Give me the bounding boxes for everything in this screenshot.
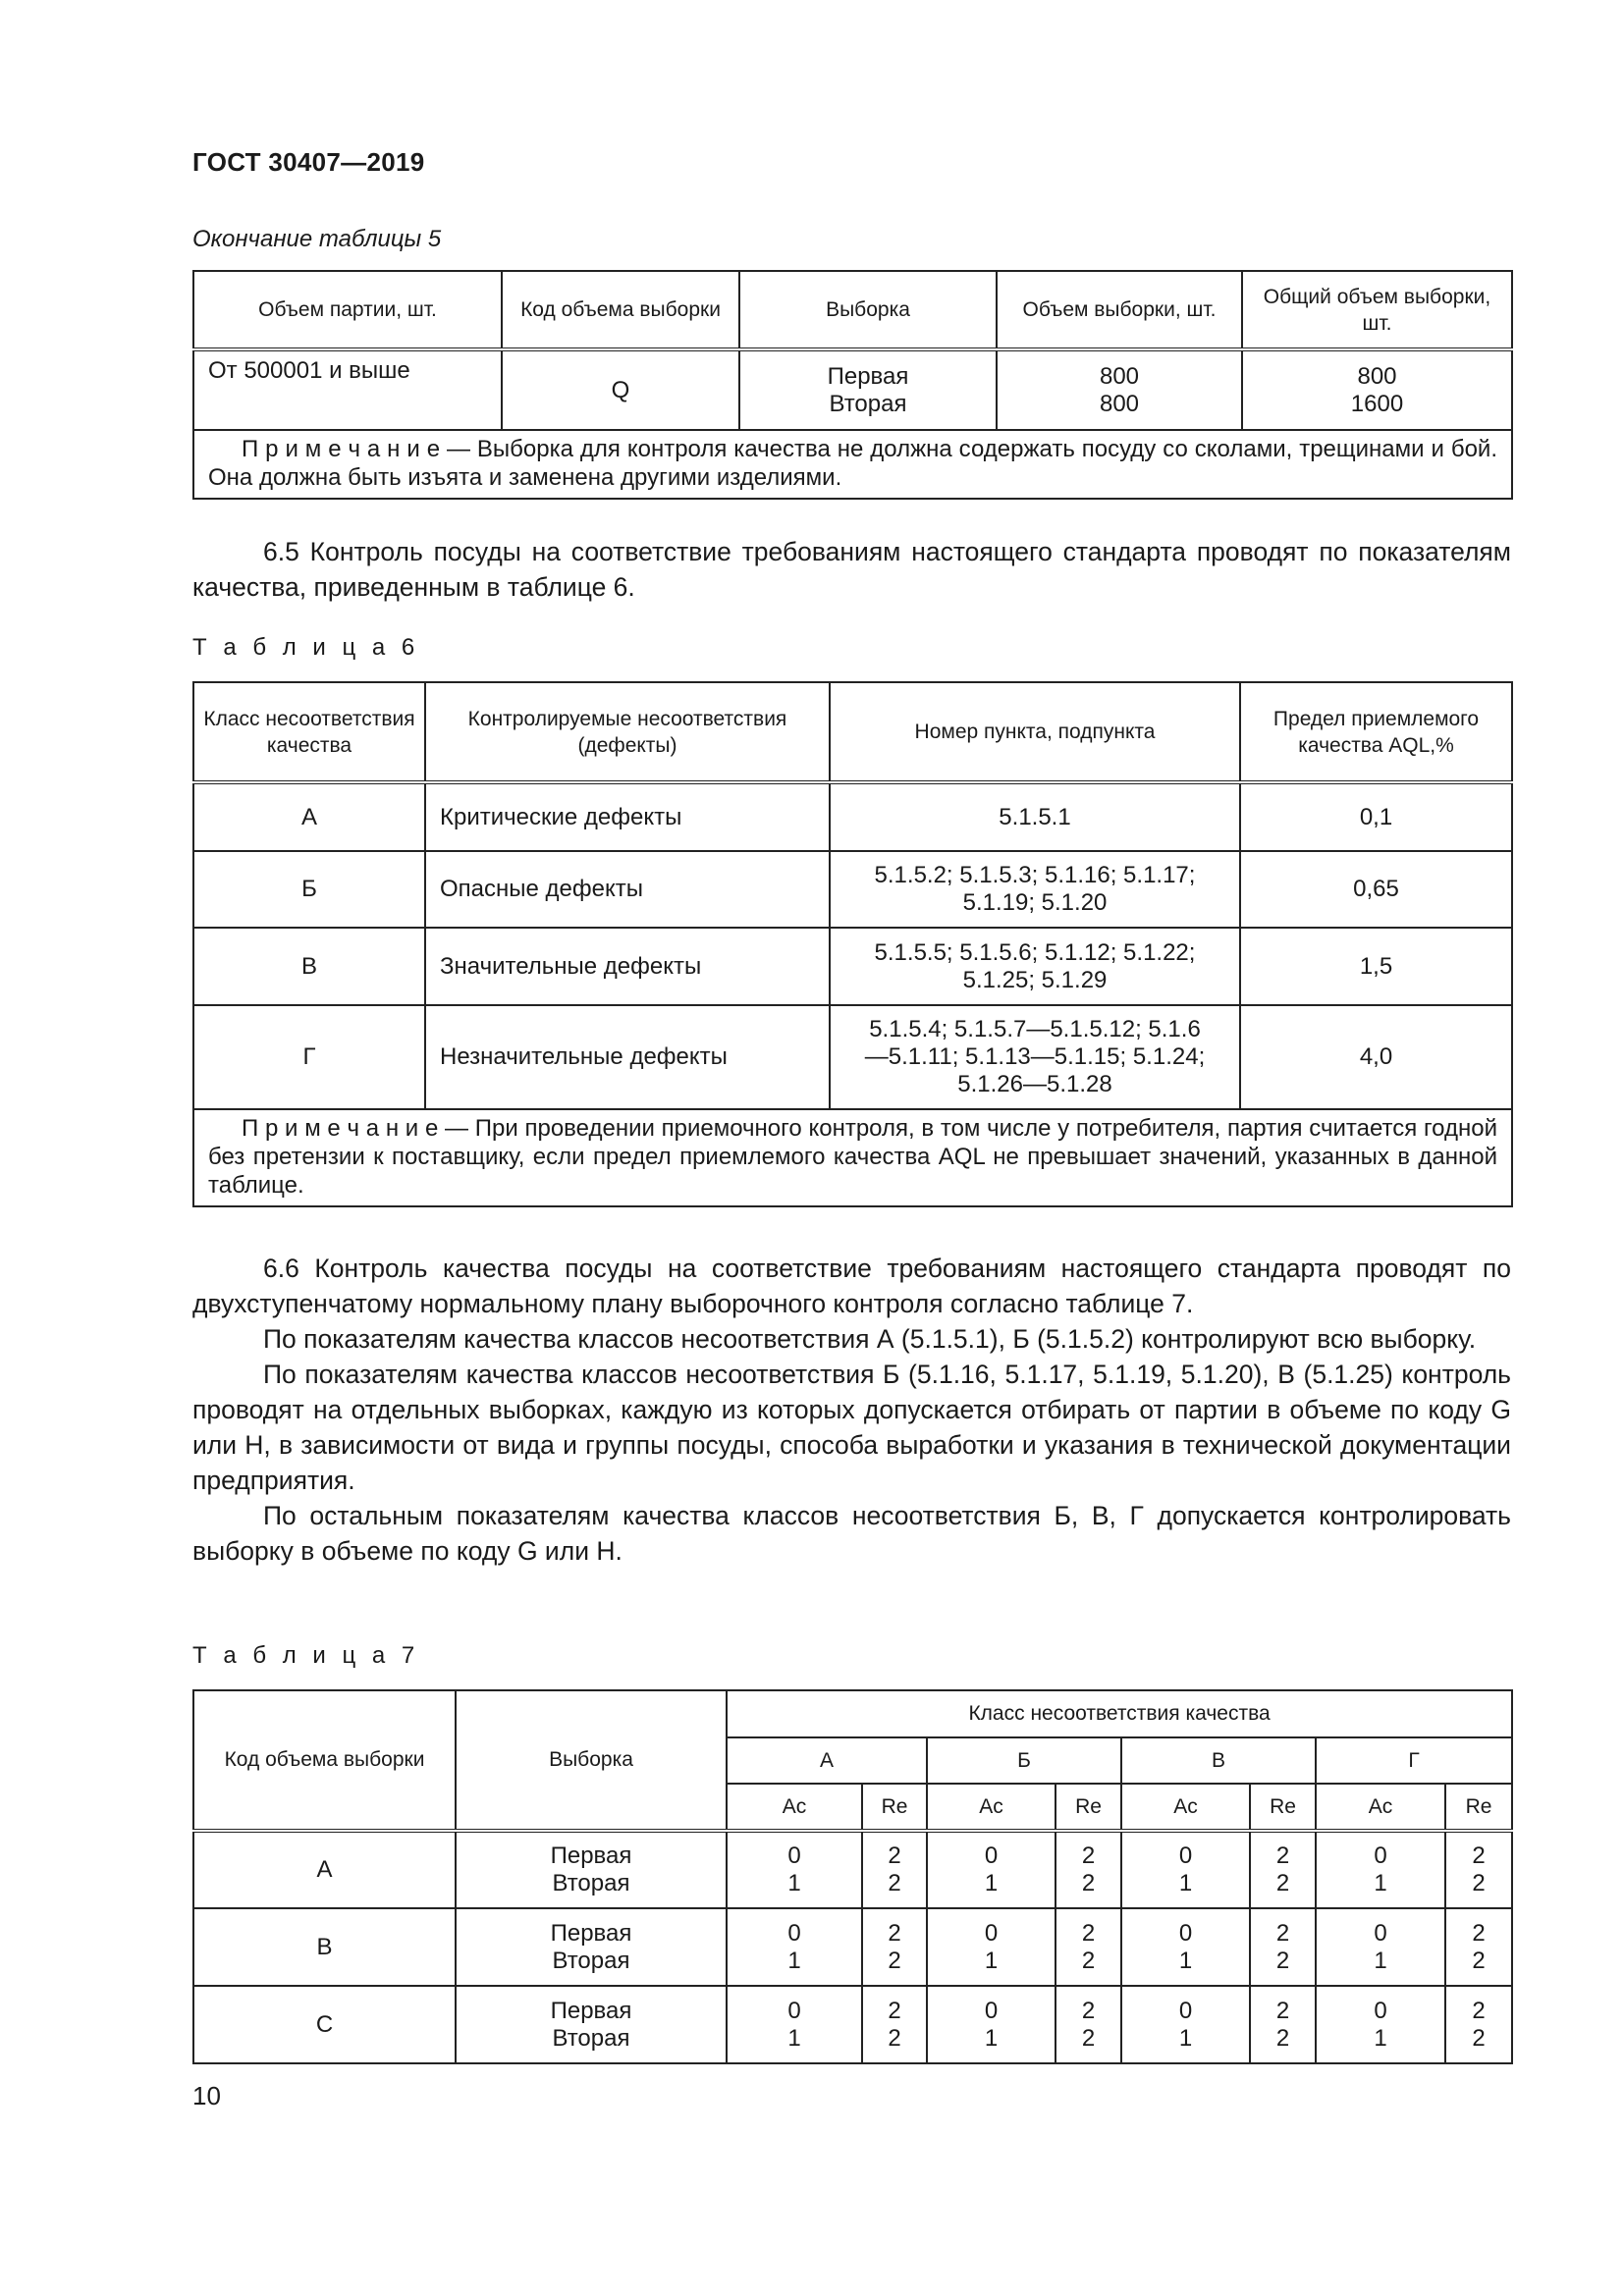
table7-cell-sample-value: Вторая <box>552 1947 630 1974</box>
table5-caption: Окончание таблицы 5 <box>192 226 442 252</box>
table6-row <box>193 851 1512 928</box>
table5-cell-sample <box>739 349 997 430</box>
table7-cell-ac-value: 1 <box>1178 1947 1193 1974</box>
table7-row <box>193 1986 1512 2063</box>
table6-cell-class: А <box>193 782 425 851</box>
table7-cell-ac-value: 1 <box>1374 2024 1387 2052</box>
table6-cell-defect: Значительные дефекты <box>425 928 830 1005</box>
table7-cell-ac <box>1121 1831 1250 1908</box>
table5-note: П р и м е ч а н и е — Выборка для контроля качества не должна содержать посуду со сколами, трещинами и бой. Она должна быть изъята и заменена другими изделиями. <box>193 430 1512 499</box>
table5-col-total: Общий объем выборки, шт. <box>1242 271 1512 349</box>
table7-cell-ac <box>1316 1908 1445 1986</box>
table7-class-a: А <box>727 1737 927 1784</box>
table5-col-lot: Объем партии, шт. <box>193 271 502 349</box>
table7-cell-ac <box>727 1986 862 2063</box>
paragraph-6-5: 6.5 Контроль посуды на соответствие требованиям настоящего стандарта проводят по показателям качества, приведенным в таблице 6. <box>192 537 1511 602</box>
document-header: ГОСТ 30407—2019 <box>192 147 425 177</box>
paragraph-classes-a-b: По показателям качества классов несоответствия А (5.1.5.1), Б (5.1.5.2) контролируют всю выборку. <box>263 1324 1477 1354</box>
table6-cell-class: Б <box>193 851 425 928</box>
table7-cell-ac-value: 0 <box>787 1997 801 2024</box>
table7-cell-re <box>862 1986 927 2063</box>
table5-col-sample: Выборка <box>739 271 997 349</box>
paragraphs-6-6 <box>192 1251 1511 1569</box>
table7-cell-ac <box>1316 1986 1445 2063</box>
table7-cell-re <box>862 1908 927 1986</box>
table7-caption: Т а б л и ц а 7 <box>192 1642 420 1669</box>
table6-col-aql: Предел приемлемого качества AQL,% <box>1240 682 1512 782</box>
table7-ac: Ac <box>1316 1784 1445 1831</box>
table7-cell-re-value: 2 <box>1081 1842 1096 1869</box>
table7-cell-re-value: 2 <box>1472 1870 1486 1896</box>
table7-cell-re-value: 2 <box>1472 1919 1486 1947</box>
table7-cell-re <box>1056 1986 1121 2063</box>
table7-cell-sample-value: Первая <box>550 1997 632 2024</box>
table7-re: Re <box>1250 1784 1316 1831</box>
table7-cell-ac-value: 1 <box>787 1870 801 1896</box>
page-number: 10 <box>192 2081 221 2110</box>
table6-cell-class: Г <box>193 1005 425 1109</box>
table7-cell-re-value: 2 <box>1275 1947 1290 1974</box>
table6-col-clauses: Номер пункта, подпункта <box>830 682 1240 782</box>
table6-cell-aql: 0,1 <box>1240 782 1512 851</box>
table5-total-second: 1600 <box>1350 390 1404 417</box>
paragraph-separate-samples: По показателям качества классов несоответствия Б (5.1.16, 5.1.17, 5.1.19, 5.1.20), В (5.1.25) контроль проводят на отдельных выборках, каждую из которых допускается отбирать от партии в объеме по коду G или H, в зависимости от вида и группы посуды, способа выработки и указания в технической документации предприятия. <box>192 1360 1511 1495</box>
table7-cell-sample <box>456 1908 727 1986</box>
table7-cell-re-value: 2 <box>1472 1842 1486 1869</box>
table7-ac: Ac <box>927 1784 1056 1831</box>
table7-cell-sample-value: Первая <box>550 1842 632 1869</box>
table7-cell-re-value: 2 <box>1472 2024 1486 2052</box>
table6-cell-class: В <box>193 928 425 1005</box>
table7-cell-ac <box>727 1831 862 1908</box>
table7-cell-re-value: 2 <box>888 1947 901 1974</box>
table7-cell-re <box>1056 1908 1121 1986</box>
table6-cell-clauses: 5.1.5.1 <box>830 782 1240 851</box>
table5-size-second: 800 <box>1099 390 1140 417</box>
table7-cell-ac-value: 0 <box>984 1919 999 1947</box>
table7-cell-ac-value: 0 <box>1178 1842 1193 1869</box>
table6-cell-aql: 0,65 <box>1240 851 1512 928</box>
table7-cell-ac-value: 1 <box>1374 1947 1387 1974</box>
table7-cell-sample-value: Первая <box>550 1919 632 1947</box>
table6-cell-defect: Опасные дефекты <box>425 851 830 928</box>
table7-cell-sample <box>456 1986 727 2063</box>
table7-cell-ac-value: 1 <box>787 1947 801 1974</box>
table7-cell-ac-value: 1 <box>1178 2024 1193 2052</box>
paragraph-6-6: 6.6 Контроль качества посуды на соответствие требованиям настоящего стандарта проводят по двухступенчатому нормальному плану выборочного контроля согласно таблице 7. <box>192 1254 1511 1318</box>
table6-col-defects: Контролируемые несоответствия (дефекты) <box>425 682 830 782</box>
table7-cell-code-value: A <box>316 1856 333 1883</box>
table7-cell-re-value: 2 <box>888 1842 901 1869</box>
table7-cell-re <box>1445 1908 1512 1986</box>
table7-cell-re-value: 2 <box>1081 2024 1096 2052</box>
table6-row <box>193 782 1512 851</box>
table7-cell-ac-value: 0 <box>1178 1997 1193 2024</box>
table7-cell-ac <box>927 1986 1056 2063</box>
table7-cell-re-value: 2 <box>1081 1997 1096 2024</box>
table7-cell-re-value: 2 <box>888 1919 901 1947</box>
table7-cell-ac <box>1121 1986 1250 2063</box>
table6 <box>192 681 1513 1207</box>
table6-caption: Т а б л и ц а 6 <box>192 634 420 661</box>
table6-cell-defect: Критические дефекты <box>425 782 830 851</box>
table5-total-first: 800 <box>1357 362 1397 390</box>
table5-cell-total <box>1242 349 1512 430</box>
table7-cell-re-value: 2 <box>888 1870 901 1896</box>
table7-cell-ac-value: 0 <box>1374 1842 1387 1869</box>
table7-cell-ac <box>1121 1908 1250 1986</box>
table7-cell-code-value: B <box>316 1933 333 1960</box>
table7-group-header: Класс несоответствия качества <box>727 1690 1512 1737</box>
table7-ac: Ac <box>727 1784 862 1831</box>
table6-note: П р и м е ч а н и е — При проведении приемочного контроля, в том числе у потребителя, партия считается годной без претензии к поставщику, если предел приемлемого качества AQL не превышает значений, указанных в данной таблице. <box>193 1109 1512 1206</box>
table7-cell-re-value: 2 <box>1081 1947 1096 1974</box>
table7-cell-re-value: 2 <box>888 2024 901 2052</box>
table7-cell-re-value: 2 <box>1275 1997 1290 2024</box>
table7-cell-re-value: 2 <box>1472 1997 1486 2024</box>
table7-col-sample: Выборка <box>456 1690 727 1831</box>
table6-cell-defect: Незначительные дефекты <box>425 1005 830 1109</box>
table7-cell-ac-value: 0 <box>1374 1997 1387 2024</box>
table7-cell-re-value: 2 <box>1472 1947 1486 1974</box>
table5-cell-size <box>997 349 1242 430</box>
table6-row <box>193 1005 1512 1109</box>
table7-cell-re <box>1445 1986 1512 2063</box>
table7-class-b: Б <box>927 1737 1121 1784</box>
table7-cell-ac-value: 0 <box>984 1997 999 2024</box>
table7-cell-re-value: 2 <box>1081 1870 1096 1896</box>
table6-cell-aql: 4,0 <box>1240 1005 1512 1109</box>
table6-cell-clauses: 5.1.5.2; 5.1.5.3; 5.1.16; 5.1.17; 5.1.19; 5.1.20 <box>830 851 1240 928</box>
table5-sample-second: Вторая <box>829 390 907 417</box>
table7-cell-re <box>1445 1831 1512 1908</box>
table7-row <box>193 1831 1512 1908</box>
table5-cell-lot: От 500001 и выше <box>193 349 502 430</box>
table7-cell-ac <box>1316 1831 1445 1908</box>
table5-col-code: Код объема выборки <box>502 271 739 349</box>
table6-cell-aql: 1,5 <box>1240 928 1512 1005</box>
table7-cell-sample <box>456 1831 727 1908</box>
table7-cell-re-value: 2 <box>1081 1919 1096 1947</box>
table7-col-code: Код объема выборки <box>193 1690 456 1831</box>
table5-col-size: Объем выборки, шт. <box>997 271 1242 349</box>
table7-cell-re <box>1250 1986 1316 2063</box>
table5-size-first: 800 <box>1099 362 1140 390</box>
table7-cell-sample-value: Вторая <box>552 2024 630 2052</box>
table7-cell-code <box>193 1831 456 1908</box>
table7-cell-re <box>862 1831 927 1908</box>
table7 <box>192 1689 1513 2064</box>
table6-cell-clauses: 5.1.5.4; 5.1.5.7—5.1.5.12; 5.1.6—5.1.11; 5.1.13—5.1.15; 5.1.24; 5.1.26—5.1.28 <box>830 1005 1240 1109</box>
table5 <box>192 270 1513 500</box>
table7-cell-ac-value: 1 <box>984 1947 999 1974</box>
table7-cell-re <box>1250 1831 1316 1908</box>
table7-cell-ac-value: 0 <box>984 1842 999 1869</box>
table7-cell-code-value: C <box>315 2010 334 2038</box>
table7-cell-ac-value: 0 <box>1374 1919 1387 1947</box>
table7-class-v: В <box>1121 1737 1316 1784</box>
table7-cell-code <box>193 1986 456 2063</box>
table7-cell-sample-value: Вторая <box>552 1870 630 1896</box>
table7-cell-re-value: 2 <box>888 1997 901 2024</box>
table7-cell-ac-value: 1 <box>787 2024 801 2052</box>
table5-sample-first: Первая <box>827 362 909 390</box>
table7-cell-re-value: 2 <box>1275 1919 1290 1947</box>
table7-re: Re <box>1445 1784 1512 1831</box>
table7-cell-ac-value: 0 <box>787 1919 801 1947</box>
table7-cell-ac-value: 1 <box>984 1870 999 1896</box>
table7-ac: Ac <box>1121 1784 1250 1831</box>
table7-cell-ac-value: 1 <box>1178 1870 1193 1896</box>
table7-re: Re <box>1056 1784 1121 1831</box>
table7-cell-ac-value: 1 <box>984 2024 999 2052</box>
table7-cell-re-value: 2 <box>1275 2024 1290 2052</box>
paragraph-remaining: По остальным показателям качества классов несоответствия Б, В, Г допускается контролировать выборку в объеме по коду G или H. <box>192 1501 1511 1566</box>
table6-row <box>193 928 1512 1005</box>
table6-cell-clauses: 5.1.5.5; 5.1.5.6; 5.1.12; 5.1.22; 5.1.25; 5.1.29 <box>830 928 1240 1005</box>
table7-cell-ac <box>927 1831 1056 1908</box>
table7-cell-ac-value: 1 <box>1374 1870 1387 1896</box>
table7-cell-ac <box>727 1908 862 1986</box>
table7-cell-ac-value: 0 <box>787 1842 801 1869</box>
table5-cell-code: Q <box>502 349 739 430</box>
table7-cell-ac-value: 0 <box>1178 1919 1193 1947</box>
table7-cell-re <box>1056 1831 1121 1908</box>
table7-class-g: Г <box>1316 1737 1512 1784</box>
table7-cell-re-value: 2 <box>1275 1870 1290 1896</box>
table7-row <box>193 1908 1512 1986</box>
table6-col-class: Класс несоответствия качества <box>193 682 425 782</box>
table7-cell-ac <box>927 1908 1056 1986</box>
table7-re: Re <box>862 1784 927 1831</box>
table7-cell-re <box>1250 1908 1316 1986</box>
table7-cell-code <box>193 1908 456 1986</box>
table7-cell-re-value: 2 <box>1275 1842 1290 1869</box>
